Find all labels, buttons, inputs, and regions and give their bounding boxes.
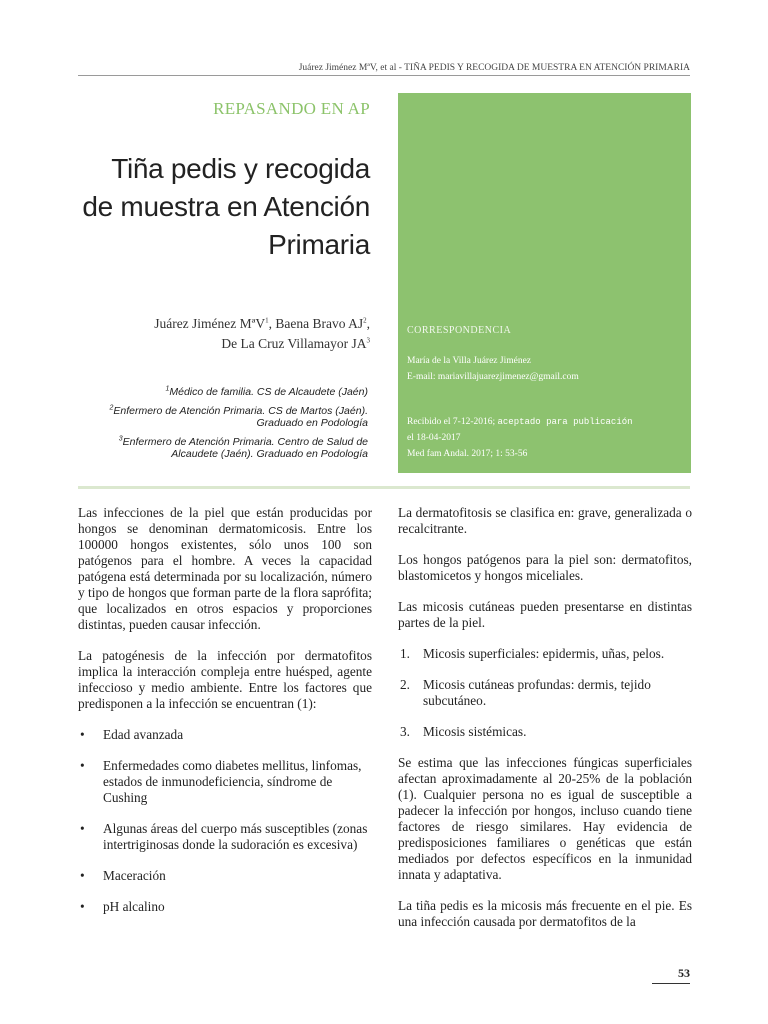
article-title xyxy=(50,150,370,264)
accepted-date: el 18-04-2017 xyxy=(407,433,461,443)
paragraph: La patogénesis de la infección por dermatofitos implica la interacción compleja entre huésped, agente infeccioso y medio ambiente. Entre los factores que predisponen a la infección se encuentran (1): xyxy=(78,648,372,711)
list-item: 1. Micosis superficiales: epidermis, uñas, pelos. xyxy=(400,646,665,661)
list-item: 2. Micosis cutáneas profundas: dermis, tejido subcutáneo. xyxy=(400,677,651,708)
list-item: • Algunas áreas del cuerpo más susceptibles (zonas intertriginosas donde la sudoración es excesiva) xyxy=(80,821,368,852)
bullet-icon: • xyxy=(80,899,85,914)
section-label: REPASANDO EN AP xyxy=(213,99,370,118)
header-rule xyxy=(78,75,690,76)
page-number: 53 xyxy=(678,966,690,980)
affiliations xyxy=(68,386,368,467)
list-item: • Maceración xyxy=(80,868,166,883)
bullet-icon: • xyxy=(80,727,85,742)
received-line: Recibido el 7-12-2016; aceptado para publicación xyxy=(407,417,633,427)
paragraph: La dermatofitosis se clasifica en: grave, generalizada o recalcitrante. xyxy=(398,505,692,536)
left-column xyxy=(78,505,372,930)
affiliation-1: $^1$Médico de familia. CS de Alcaudete (Jaén) xyxy=(165,385,368,398)
risk-factor-list xyxy=(78,727,372,915)
correspondence-email[interactable]: E-mail: mariavillajuarezjimenez@gmail.com xyxy=(407,372,579,382)
paragraph: Se estima que las infecciones fúngicas superficiales afectan aproximadamente al 20-25% de la población (1). Cualquier persona no es igual de susceptible a padecer la infección por hongos, incluso cuando tiene factores de riesgo similares. Hay evidencia de predisposiciones familiares o genéticas que están mediados por defectos específicos en la inmunidad innata y adaptativa. xyxy=(398,755,692,882)
paragraph: Los hongos patógenos para la piel son: dermatofitos, blastomicetos y hongos miceliales. xyxy=(398,552,692,583)
right-column xyxy=(398,505,692,945)
affiliation-2: $^2$Enfermero de Atención Primaria. CS de Martos (Jaén). Graduado en Podología xyxy=(109,404,368,429)
paragraph: Las infecciones de la piel que están producidas por hongos se denominan dermatomicosis. Entre los 100000 hongos existentes, sólo unos 100 son patógenos para el hombre. A veces la capacidad patógena está determinada por su localización, número y tipo de hongos que forman parte de la flora saprófita; que localizados en otros espacios y proporciones distintas, pueden causar infección. xyxy=(78,505,372,632)
list-item: • Edad avanzada xyxy=(80,727,184,742)
title-line: de muestra en Atención xyxy=(82,191,370,222)
paragraph: Las micosis cutáneas pueden presentarse en distintas partes de la piel. xyxy=(398,599,692,630)
title-line: Tiña pedis y recogida xyxy=(111,153,370,184)
list-item: 3. Micosis sistémicas. xyxy=(400,724,527,739)
paragraph: La tiña pedis es la micosis más frecuente en el pie. Es una infección causada por dermatofitos de la xyxy=(398,898,692,929)
mycosis-list xyxy=(398,646,692,740)
section-divider xyxy=(78,486,690,489)
running-head: Juárez Jiménez MªV, et al - TIÑA PEDIS Y RECOGIDA DE MUESTRA EN ATENCIÓN PRIMARIA xyxy=(298,63,690,73)
title-line: Primaria xyxy=(268,229,370,260)
citation: Med fam Andal. 2017; 1: 53-56 xyxy=(407,449,528,459)
bullet-icon: • xyxy=(80,758,85,773)
page-number-rule xyxy=(652,983,690,984)
bullet-icon: • xyxy=(80,868,85,883)
author-line-1: Juárez Jiménez MªV$^1$, Baena Bravo $AJ^2$, xyxy=(154,316,370,331)
correspondence-label: CORRESPONDENCIA xyxy=(407,325,512,336)
author-list xyxy=(154,314,370,354)
correspondence-box xyxy=(398,93,691,473)
author-line-2: De La Cruz Villamayor $JA^3$ xyxy=(221,336,370,351)
list-item: • pH alcalino xyxy=(80,899,165,914)
affiliation-3: $^3$Enfermero de Atención Primaria. Centro de Salud de Alcaudete (Jaén). Graduado en Podología xyxy=(118,435,368,460)
correspondence-name: María de la Villa Juárez Jiménez xyxy=(407,356,532,366)
bullet-icon: • xyxy=(80,821,85,836)
list-item: • Enfermedades como diabetes mellitus, linfomas, estados de inmunodeficiencia, síndrome de Cushing xyxy=(80,758,362,805)
